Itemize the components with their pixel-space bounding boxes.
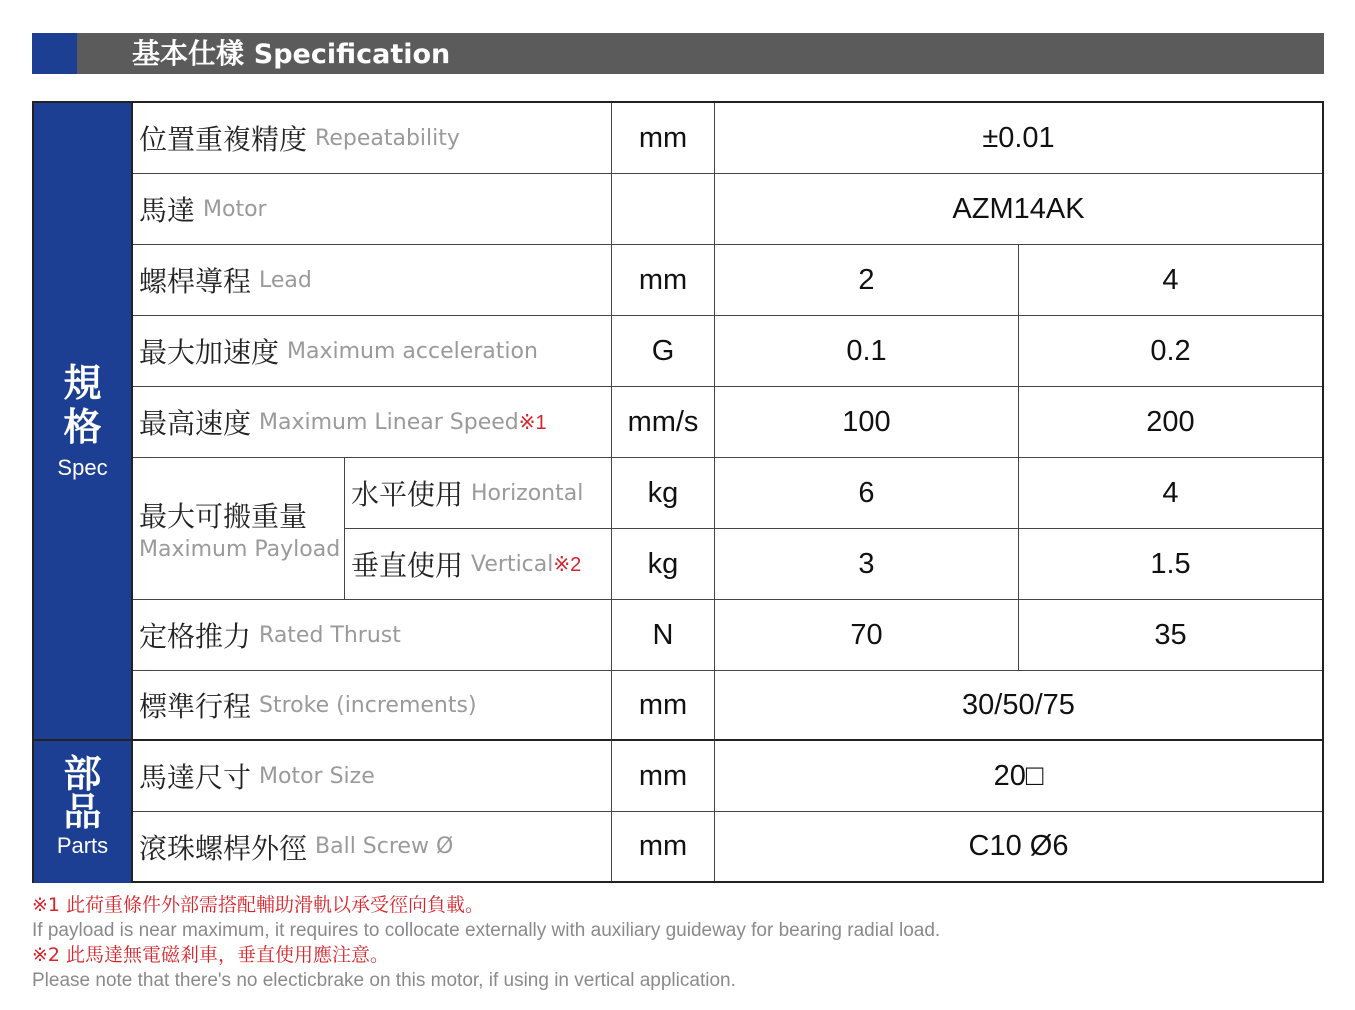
unit-cell: mm <box>612 103 715 174</box>
value-cell: 4 <box>1019 458 1322 529</box>
unit-cell: N <box>612 600 715 671</box>
unit-cell: mm <box>612 741 715 812</box>
footnote-mark: ※1 <box>518 411 547 434</box>
section-title-zh: 基本仕樣 <box>132 37 245 70</box>
section-title <box>132 33 450 74</box>
value-cell: AZM14AK <box>715 174 1322 245</box>
value-cell: 0.1 <box>715 316 1019 387</box>
row-label-speed: 最高速度 Maximum Linear Speed ※1 <box>133 387 612 458</box>
value-cell: ±0.01 <box>715 103 1322 174</box>
unit-cell: mm <box>612 671 715 741</box>
row-label-acceleration: 最大加速度 Maximum acceleration <box>133 316 612 387</box>
row-label-ball-screw: 滾珠螺桿外徑 Ball Screw Ø <box>133 812 612 881</box>
section-header <box>32 33 1324 74</box>
row-label-lead: 螺桿導程 Lead <box>133 245 612 316</box>
value-cell: 100 <box>715 387 1019 458</box>
value-cell: 35 <box>1019 600 1322 671</box>
row-label-vertical: 垂直使用 Vertical ※2 <box>345 529 612 600</box>
footnote-1-en: If payload is near maximum, it requires to collocate externally with auxiliary guideway for bearing radial load. <box>32 920 941 941</box>
value-cell: 0.2 <box>1019 316 1322 387</box>
row-label-motor: 馬達 Motor <box>133 174 612 245</box>
value-cell: 20□ <box>715 741 1322 812</box>
row-label-thrust: 定格推力 Rated Thrust <box>133 600 612 671</box>
unit-cell: mm/s <box>612 387 715 458</box>
row-label-repeatability: 位置重複精度 Repeatability <box>133 103 612 174</box>
value-cell: 4 <box>1019 245 1322 316</box>
value-cell: 3 <box>715 529 1019 600</box>
spec-table <box>32 101 1324 883</box>
value-cell: 30/50/75 <box>715 671 1322 741</box>
side-label-spec: 規 格 Spec <box>34 103 133 741</box>
unit-cell: G <box>612 316 715 387</box>
value-cell: 1.5 <box>1019 529 1322 600</box>
value-cell: C10 Ø6 <box>968 830 1069 862</box>
header-accent-block <box>32 33 77 74</box>
row-label-horizontal: 水平使用 Horizontal <box>345 458 612 529</box>
unit-cell: mm <box>612 812 715 881</box>
unit-cell: mm <box>612 245 715 316</box>
row-label-motor-size: 馬達尺寸 Motor Size <box>133 741 612 812</box>
value-cell: 70 <box>715 600 1019 671</box>
unit-cell: kg <box>612 458 715 529</box>
row-label-stroke: 標準行程 Stroke (increments) <box>133 671 612 741</box>
section-title-en: Specification <box>253 39 451 70</box>
unit-cell: kg <box>612 529 715 600</box>
value-cell: 2 <box>715 245 1019 316</box>
footnote-mark: ※2 <box>553 553 582 576</box>
unit-cell <box>612 174 715 245</box>
side-label-parts: 部 品 Parts <box>34 741 133 883</box>
row-label-payload: 最大可搬重量 Maximum Payload <box>133 458 345 600</box>
footnote-2-zh: ※2 此馬達無電磁剎車，垂直使用應注意。 <box>32 944 390 966</box>
footnotes <box>32 893 1332 993</box>
value-cell: 200 <box>1019 387 1322 458</box>
footnote-1-zh: ※1 此荷重條件外部需搭配輔助滑軌以承受徑向負載。 <box>32 894 485 916</box>
value-cell: 6 <box>715 458 1019 529</box>
footnote-2-en: Please note that there's no electicbrake on this motor, if using in vertical application. <box>32 970 736 991</box>
